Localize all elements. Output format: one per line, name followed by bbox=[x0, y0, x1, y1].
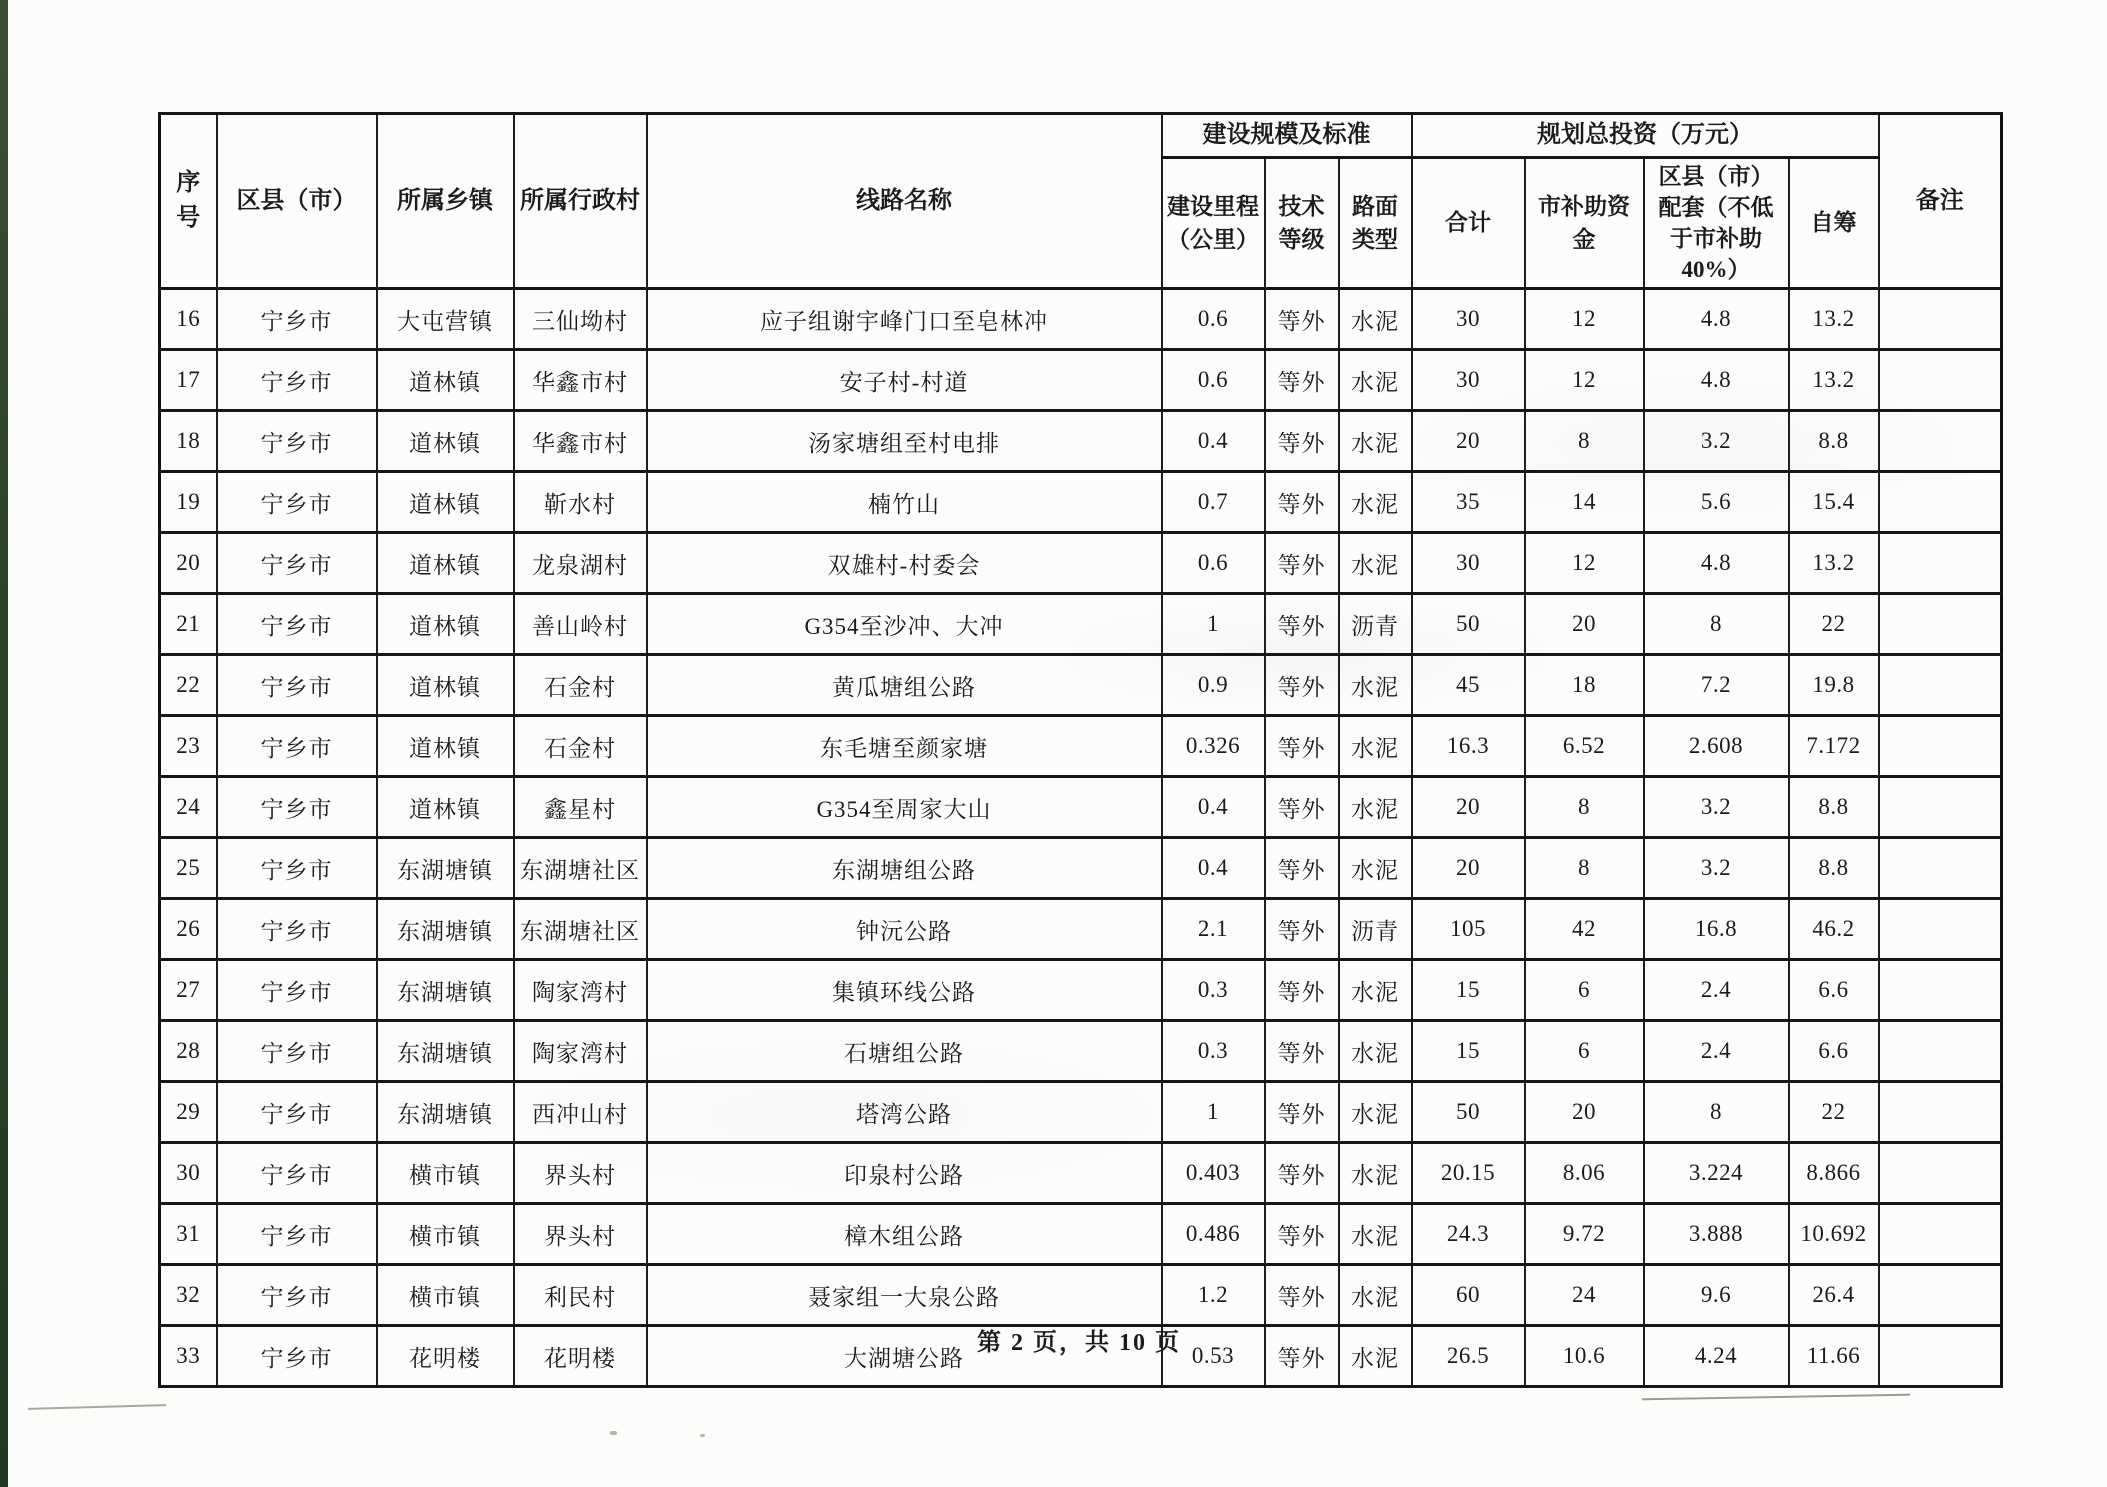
cell-county-matching: 2.4 bbox=[1644, 960, 1789, 1021]
cell-town: 道林镇 bbox=[377, 777, 514, 838]
cell-village: 石金村 bbox=[514, 716, 647, 777]
cell-route: 东毛塘至颜家塘 bbox=[647, 716, 1162, 777]
cell-length: 2.1 bbox=[1162, 899, 1265, 960]
cell-length: 0.4 bbox=[1162, 838, 1265, 899]
cell-city-subsidy: 24 bbox=[1525, 1265, 1644, 1326]
cell-city-subsidy: 8.06 bbox=[1525, 1143, 1644, 1204]
cell-village: 三仙坳村 bbox=[514, 289, 647, 350]
cell-town: 横市镇 bbox=[377, 1143, 514, 1204]
scan-artifact-speck bbox=[610, 1431, 617, 1435]
cell-total: 30 bbox=[1412, 533, 1525, 594]
cell-village: 利民村 bbox=[514, 1265, 647, 1326]
cell-route: 樟木组公路 bbox=[647, 1204, 1162, 1265]
cell-route: 石塘组公路 bbox=[647, 1021, 1162, 1082]
cell-length: 0.3 bbox=[1162, 1021, 1265, 1082]
cell-district: 宁乡市 bbox=[217, 533, 377, 594]
cell-county-matching: 3.2 bbox=[1644, 777, 1789, 838]
cell-self-raised: 13.2 bbox=[1789, 350, 1879, 411]
cell-self-raised: 8.866 bbox=[1789, 1143, 1879, 1204]
road-projects-table bbox=[158, 112, 2003, 1388]
cell-village: 西冲山村 bbox=[514, 1082, 647, 1143]
cell-town: 花明楼 bbox=[377, 1326, 514, 1387]
cell-self-raised: 13.2 bbox=[1789, 289, 1879, 350]
cell-city-subsidy: 12 bbox=[1525, 350, 1644, 411]
cell-total: 20 bbox=[1412, 411, 1525, 472]
cell-county-matching: 3.2 bbox=[1644, 838, 1789, 899]
cell-length: 0.486 bbox=[1162, 1204, 1265, 1265]
cell-surface: 水泥 bbox=[1339, 655, 1412, 716]
cell-no: 26 bbox=[160, 899, 217, 960]
cell-remark bbox=[1879, 777, 2002, 838]
cell-district: 宁乡市 bbox=[217, 1265, 377, 1326]
cell-total: 30 bbox=[1412, 289, 1525, 350]
cell-town: 东湖塘镇 bbox=[377, 960, 514, 1021]
cell-no: 16 bbox=[160, 289, 217, 350]
cell-total: 20.15 bbox=[1412, 1143, 1525, 1204]
cell-county-matching: 3.888 bbox=[1644, 1204, 1789, 1265]
cell-route: 塔湾公路 bbox=[647, 1082, 1162, 1143]
cell-route: 双雄村-村委会 bbox=[647, 533, 1162, 594]
cell-route: 安子村-村道 bbox=[647, 350, 1162, 411]
cell-route: 钟沅公路 bbox=[647, 899, 1162, 960]
cell-town: 道林镇 bbox=[377, 655, 514, 716]
cell-city-subsidy: 6 bbox=[1525, 960, 1644, 1021]
cell-county-matching: 8 bbox=[1644, 1082, 1789, 1143]
cell-route: 汤家塘组至村电排 bbox=[647, 411, 1162, 472]
cell-remark bbox=[1879, 411, 2002, 472]
cell-surface: 水泥 bbox=[1339, 1082, 1412, 1143]
cell-total: 20 bbox=[1412, 777, 1525, 838]
cell-total: 105 bbox=[1412, 899, 1525, 960]
cell-remark bbox=[1879, 594, 2002, 655]
cell-grade: 等外 bbox=[1265, 1326, 1339, 1387]
cell-route: 黄瓜塘组公路 bbox=[647, 655, 1162, 716]
cell-village: 花明楼 bbox=[514, 1326, 647, 1387]
cell-town: 东湖塘镇 bbox=[377, 1082, 514, 1143]
cell-county-matching: 3.224 bbox=[1644, 1143, 1789, 1204]
col-header-self-raised: 自筹 bbox=[1789, 158, 1879, 289]
cell-total: 16.3 bbox=[1412, 716, 1525, 777]
cell-village: 善山岭村 bbox=[514, 594, 647, 655]
cell-district: 宁乡市 bbox=[217, 1021, 377, 1082]
cell-remark bbox=[1879, 289, 2002, 350]
cell-district: 宁乡市 bbox=[217, 838, 377, 899]
cell-total: 15 bbox=[1412, 1021, 1525, 1082]
col-header-route: 线路名称 bbox=[647, 114, 1162, 289]
col-group-scale: 建设规模及标准 bbox=[1162, 114, 1412, 158]
cell-village: 华鑫市村 bbox=[514, 350, 647, 411]
cell-town: 道林镇 bbox=[377, 716, 514, 777]
cell-no: 24 bbox=[160, 777, 217, 838]
cell-self-raised: 19.8 bbox=[1789, 655, 1879, 716]
cell-self-raised: 46.2 bbox=[1789, 899, 1879, 960]
cell-city-subsidy: 20 bbox=[1525, 1082, 1644, 1143]
cell-city-subsidy: 6 bbox=[1525, 1021, 1644, 1082]
cell-grade: 等外 bbox=[1265, 1021, 1339, 1082]
cell-city-subsidy: 42 bbox=[1525, 899, 1644, 960]
cell-village: 靳水村 bbox=[514, 472, 647, 533]
table-row bbox=[160, 655, 2002, 716]
cell-grade: 等外 bbox=[1265, 716, 1339, 777]
cell-surface: 水泥 bbox=[1339, 1021, 1412, 1082]
cell-self-raised: 6.6 bbox=[1789, 960, 1879, 1021]
cell-route: G354至沙冲、大冲 bbox=[647, 594, 1162, 655]
cell-city-subsidy: 20 bbox=[1525, 594, 1644, 655]
cell-grade: 等外 bbox=[1265, 533, 1339, 594]
cell-length: 0.6 bbox=[1162, 533, 1265, 594]
table-row bbox=[160, 716, 2002, 777]
cell-city-subsidy: 8 bbox=[1525, 411, 1644, 472]
cell-remark bbox=[1879, 655, 2002, 716]
cell-village: 石金村 bbox=[514, 655, 647, 716]
col-header-district: 区县（市） bbox=[217, 114, 377, 289]
cell-no: 22 bbox=[160, 655, 217, 716]
cell-length: 0.403 bbox=[1162, 1143, 1265, 1204]
cell-city-subsidy: 8 bbox=[1525, 838, 1644, 899]
cell-self-raised: 26.4 bbox=[1789, 1265, 1879, 1326]
scan-artifact-line-right bbox=[1642, 1394, 1910, 1401]
cell-district: 宁乡市 bbox=[217, 350, 377, 411]
cell-town: 道林镇 bbox=[377, 533, 514, 594]
cell-route: 楠竹山 bbox=[647, 472, 1162, 533]
cell-city-subsidy: 6.52 bbox=[1525, 716, 1644, 777]
cell-remark bbox=[1879, 1265, 2002, 1326]
cell-village: 东湖塘社区 bbox=[514, 838, 647, 899]
cell-no: 17 bbox=[160, 350, 217, 411]
table-row bbox=[160, 1143, 2002, 1204]
cell-town: 横市镇 bbox=[377, 1204, 514, 1265]
cell-no: 29 bbox=[160, 1082, 217, 1143]
cell-self-raised: 7.172 bbox=[1789, 716, 1879, 777]
table-row bbox=[160, 960, 2002, 1021]
cell-village: 界头村 bbox=[514, 1204, 647, 1265]
cell-district: 宁乡市 bbox=[217, 1143, 377, 1204]
cell-city-subsidy: 10.6 bbox=[1525, 1326, 1644, 1387]
cell-remark bbox=[1879, 899, 2002, 960]
cell-city-subsidy: 14 bbox=[1525, 472, 1644, 533]
cell-total: 30 bbox=[1412, 350, 1525, 411]
cell-length: 1 bbox=[1162, 1082, 1265, 1143]
cell-surface: 水泥 bbox=[1339, 472, 1412, 533]
cell-remark bbox=[1879, 1204, 2002, 1265]
cell-length: 0.4 bbox=[1162, 777, 1265, 838]
page-number: 第 2 页，共 10 页 bbox=[977, 1330, 1181, 1356]
table-row bbox=[160, 594, 2002, 655]
cell-city-subsidy: 12 bbox=[1525, 289, 1644, 350]
cell-surface: 水泥 bbox=[1339, 1143, 1412, 1204]
table-row bbox=[160, 777, 2002, 838]
table-row bbox=[160, 838, 2002, 899]
cell-district: 宁乡市 bbox=[217, 1326, 377, 1387]
cell-remark bbox=[1879, 533, 2002, 594]
cell-remark bbox=[1879, 960, 2002, 1021]
cell-surface: 沥青 bbox=[1339, 594, 1412, 655]
cell-town: 横市镇 bbox=[377, 1265, 514, 1326]
cell-grade: 等外 bbox=[1265, 594, 1339, 655]
col-header-length: 建设里程（公里） bbox=[1162, 158, 1265, 289]
cell-district: 宁乡市 bbox=[217, 716, 377, 777]
cell-no: 28 bbox=[160, 1021, 217, 1082]
cell-grade: 等外 bbox=[1265, 1265, 1339, 1326]
cell-no: 19 bbox=[160, 472, 217, 533]
cell-no: 27 bbox=[160, 960, 217, 1021]
col-group-investment: 规划总投资（万元） bbox=[1412, 114, 1879, 158]
cell-total: 26.5 bbox=[1412, 1326, 1525, 1387]
cell-remark bbox=[1879, 350, 2002, 411]
table-row bbox=[160, 472, 2002, 533]
cell-no: 33 bbox=[160, 1326, 217, 1387]
cell-village: 陶家湾村 bbox=[514, 960, 647, 1021]
cell-county-matching: 4.8 bbox=[1644, 533, 1789, 594]
cell-self-raised: 6.6 bbox=[1789, 1021, 1879, 1082]
cell-city-subsidy: 12 bbox=[1525, 533, 1644, 594]
table-row bbox=[160, 1021, 2002, 1082]
col-header-surface: 路面类型 bbox=[1339, 158, 1412, 289]
col-header-total: 合计 bbox=[1412, 158, 1525, 289]
cell-county-matching: 3.2 bbox=[1644, 411, 1789, 472]
col-header-county-matching: 区县（市）配套（不低于市补助40%） bbox=[1644, 158, 1789, 289]
cell-self-raised: 8.8 bbox=[1789, 838, 1879, 899]
table-row bbox=[160, 411, 2002, 472]
cell-grade: 等外 bbox=[1265, 472, 1339, 533]
cell-no: 30 bbox=[160, 1143, 217, 1204]
cell-district: 宁乡市 bbox=[217, 472, 377, 533]
cell-town: 道林镇 bbox=[377, 350, 514, 411]
table-row bbox=[160, 899, 2002, 960]
cell-district: 宁乡市 bbox=[217, 1082, 377, 1143]
cell-district: 宁乡市 bbox=[217, 777, 377, 838]
cell-route: 印泉村公路 bbox=[647, 1143, 1162, 1204]
cell-total: 20 bbox=[1412, 838, 1525, 899]
cell-total: 60 bbox=[1412, 1265, 1525, 1326]
scan-artifact-line-left bbox=[28, 1404, 166, 1410]
cell-district: 宁乡市 bbox=[217, 960, 377, 1021]
cell-length: 0.7 bbox=[1162, 472, 1265, 533]
cell-city-subsidy: 18 bbox=[1525, 655, 1644, 716]
cell-village: 龙泉湖村 bbox=[514, 533, 647, 594]
cell-grade: 等外 bbox=[1265, 838, 1339, 899]
cell-no: 25 bbox=[160, 838, 217, 899]
cell-length: 1 bbox=[1162, 594, 1265, 655]
cell-self-raised: 11.66 bbox=[1789, 1326, 1879, 1387]
cell-route: 聂家组一大泉公路 bbox=[647, 1265, 1162, 1326]
cell-town: 道林镇 bbox=[377, 411, 514, 472]
cell-surface: 水泥 bbox=[1339, 1204, 1412, 1265]
cell-county-matching: 4.8 bbox=[1644, 289, 1789, 350]
cell-district: 宁乡市 bbox=[217, 411, 377, 472]
cell-village: 鑫星村 bbox=[514, 777, 647, 838]
cell-self-raised: 8.8 bbox=[1789, 777, 1879, 838]
cell-remark bbox=[1879, 1143, 2002, 1204]
cell-self-raised: 15.4 bbox=[1789, 472, 1879, 533]
cell-district: 宁乡市 bbox=[217, 289, 377, 350]
cell-district: 宁乡市 bbox=[217, 1204, 377, 1265]
cell-length: 0.9 bbox=[1162, 655, 1265, 716]
cell-length: 0.4 bbox=[1162, 411, 1265, 472]
cell-surface: 水泥 bbox=[1339, 1326, 1412, 1387]
cell-grade: 等外 bbox=[1265, 289, 1339, 350]
cell-grade: 等外 bbox=[1265, 1143, 1339, 1204]
cell-surface: 沥青 bbox=[1339, 899, 1412, 960]
cell-county-matching: 2.608 bbox=[1644, 716, 1789, 777]
cell-surface: 水泥 bbox=[1339, 411, 1412, 472]
cell-city-subsidy: 9.72 bbox=[1525, 1204, 1644, 1265]
cell-district: 宁乡市 bbox=[217, 594, 377, 655]
cell-no: 32 bbox=[160, 1265, 217, 1326]
table-row bbox=[160, 289, 2002, 350]
cell-grade: 等外 bbox=[1265, 960, 1339, 1021]
cell-county-matching: 7.2 bbox=[1644, 655, 1789, 716]
cell-total: 50 bbox=[1412, 594, 1525, 655]
cell-self-raised: 10.692 bbox=[1789, 1204, 1879, 1265]
col-header-remark: 备注 bbox=[1879, 114, 2002, 289]
cell-surface: 水泥 bbox=[1339, 1265, 1412, 1326]
cell-town: 东湖塘镇 bbox=[377, 1021, 514, 1082]
cell-no: 21 bbox=[160, 594, 217, 655]
col-header-grade: 技术等级 bbox=[1265, 158, 1339, 289]
cell-surface: 水泥 bbox=[1339, 533, 1412, 594]
cell-town: 东湖塘镇 bbox=[377, 899, 514, 960]
table-row bbox=[160, 1082, 2002, 1143]
cell-remark bbox=[1879, 1021, 2002, 1082]
cell-district: 宁乡市 bbox=[217, 655, 377, 716]
cell-route: 东湖塘组公路 bbox=[647, 838, 1162, 899]
scan-artifact-speck bbox=[700, 1434, 705, 1437]
cell-remark bbox=[1879, 716, 2002, 777]
cell-no: 20 bbox=[160, 533, 217, 594]
cell-village: 陶家湾村 bbox=[514, 1021, 647, 1082]
cell-grade: 等外 bbox=[1265, 350, 1339, 411]
col-header-village: 所属行政村 bbox=[514, 114, 647, 289]
cell-surface: 水泥 bbox=[1339, 777, 1412, 838]
cell-surface: 水泥 bbox=[1339, 960, 1412, 1021]
cell-total: 15 bbox=[1412, 960, 1525, 1021]
cell-remark bbox=[1879, 838, 2002, 899]
cell-village: 界头村 bbox=[514, 1143, 647, 1204]
cell-town: 东湖塘镇 bbox=[377, 838, 514, 899]
cell-district: 宁乡市 bbox=[217, 899, 377, 960]
cell-remark bbox=[1879, 472, 2002, 533]
cell-route: G354至周家大山 bbox=[647, 777, 1162, 838]
col-header-town: 所属乡镇 bbox=[377, 114, 514, 289]
cell-village: 华鑫市村 bbox=[514, 411, 647, 472]
cell-length: 0.326 bbox=[1162, 716, 1265, 777]
cell-grade: 等外 bbox=[1265, 1082, 1339, 1143]
cell-county-matching: 8 bbox=[1644, 594, 1789, 655]
cell-no: 23 bbox=[160, 716, 217, 777]
cell-town: 大屯营镇 bbox=[377, 289, 514, 350]
cell-remark bbox=[1879, 1082, 2002, 1143]
col-header-city-subsidy: 市补助资金 bbox=[1525, 158, 1644, 289]
cell-city-subsidy: 8 bbox=[1525, 777, 1644, 838]
table-row bbox=[160, 1265, 2002, 1326]
cell-county-matching: 5.6 bbox=[1644, 472, 1789, 533]
cell-county-matching: 4.24 bbox=[1644, 1326, 1789, 1387]
cell-self-raised: 22 bbox=[1789, 594, 1879, 655]
cell-grade: 等外 bbox=[1265, 411, 1339, 472]
cell-route: 集镇环线公路 bbox=[647, 960, 1162, 1021]
cell-length: 0.6 bbox=[1162, 289, 1265, 350]
scan-edge-artifact bbox=[0, 0, 8, 1487]
table-row bbox=[160, 350, 2002, 411]
cell-self-raised: 8.8 bbox=[1789, 411, 1879, 472]
cell-total: 45 bbox=[1412, 655, 1525, 716]
cell-county-matching: 4.8 bbox=[1644, 350, 1789, 411]
cell-grade: 等外 bbox=[1265, 899, 1339, 960]
cell-total: 35 bbox=[1412, 472, 1525, 533]
cell-length: 0.53 bbox=[1162, 1326, 1265, 1387]
cell-total: 24.3 bbox=[1412, 1204, 1525, 1265]
cell-county-matching: 2.4 bbox=[1644, 1021, 1789, 1082]
cell-length: 1.2 bbox=[1162, 1265, 1265, 1326]
cell-length: 0.6 bbox=[1162, 350, 1265, 411]
table-row bbox=[160, 533, 2002, 594]
cell-no: 31 bbox=[160, 1204, 217, 1265]
cell-surface: 水泥 bbox=[1339, 289, 1412, 350]
cell-grade: 等外 bbox=[1265, 1204, 1339, 1265]
cell-surface: 水泥 bbox=[1339, 716, 1412, 777]
cell-town: 道林镇 bbox=[377, 472, 514, 533]
cell-town: 道林镇 bbox=[377, 594, 514, 655]
cell-route: 应子组谢宇峰门口至皂林冲 bbox=[647, 289, 1162, 350]
cell-route: 大湖塘公路 bbox=[647, 1326, 1162, 1387]
cell-grade: 等外 bbox=[1265, 655, 1339, 716]
cell-surface: 水泥 bbox=[1339, 838, 1412, 899]
cell-grade: 等外 bbox=[1265, 777, 1339, 838]
cell-length: 0.3 bbox=[1162, 960, 1265, 1021]
cell-total: 50 bbox=[1412, 1082, 1525, 1143]
cell-no: 18 bbox=[160, 411, 217, 472]
cell-self-raised: 22 bbox=[1789, 1082, 1879, 1143]
table-row bbox=[160, 1204, 2002, 1265]
cell-county-matching: 9.6 bbox=[1644, 1265, 1789, 1326]
col-header-no: 序号 bbox=[160, 114, 217, 289]
cell-self-raised: 13.2 bbox=[1789, 533, 1879, 594]
cell-village: 东湖塘社区 bbox=[514, 899, 647, 960]
cell-surface: 水泥 bbox=[1339, 350, 1412, 411]
cell-county-matching: 16.8 bbox=[1644, 899, 1789, 960]
